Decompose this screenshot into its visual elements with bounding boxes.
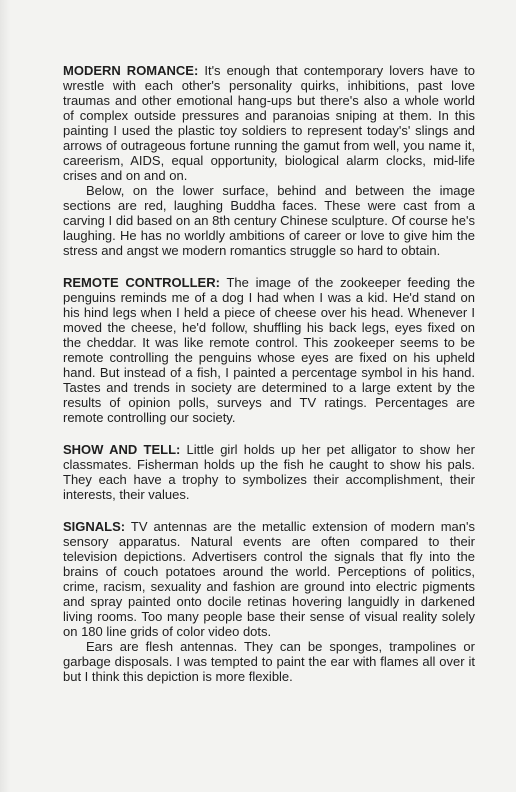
section-heading: MODERN ROMANCE:	[63, 63, 199, 78]
document-body	[63, 63, 475, 701]
section-text: TV antennas are the metallic extension of modern man's sensory apparatus. Natural events are often compared to their television depictions. Advertisers control the signals that fly into the brains of couch potatoes around the world. Perceptions of politics, crime, racism, sexuality and fashion are ground into electric pigments and spray painted onto docile retinas hovering languidly in darkened living rooms. Too many people base their sense of visual reality solely on 180 line grids of color video dots.	[63, 519, 475, 639]
section-heading: REMOTE CONTROLLER:	[63, 275, 220, 290]
section-paragraph	[63, 519, 475, 639]
section-paragraph: Below, on the lower surface, behind and between the image sections are red, laughing Buddha faces. These were cast from a carving I did based on an 8th century Chinese sculpture. Of course he's laughing. He has no worldly ambitions of career or love to give him the stress and angst we modern romantics struggle so hard to obtain.	[63, 183, 475, 258]
section-text: Little girl holds up her pet alligator to show her classmates. Fisherman holds up the fish he caught to show his pals. They each have a trophy to symbolizes their accomplishment, their interests, their values.	[63, 442, 475, 502]
section-show-and-tell	[63, 442, 475, 502]
section-modern-romance	[63, 63, 475, 258]
section-text: It's enough that contemporary lovers have to wrestle with each other's personality quirks, inhibitions, past love traumas and other emotional hang-ups but there's also a whole world of complex outside pressures and paranoias sniping at them. In this painting I used the plastic toy soldiers to represent today's' slings and arrows of outrageous fortune running the gamut from well, you name it, careerism, AIDS, equal opportunity, biological alarm clocks, mid-life crises and on and on.	[63, 63, 475, 183]
section-paragraph	[63, 63, 475, 183]
section-heading: SIGNALS:	[63, 519, 126, 534]
section-paragraph	[63, 442, 475, 502]
section-paragraph: Ears are flesh antennas. They can be sponges, trampolines or garbage disposals. I was tempted to paint the ear with flames all over it but I think this depiction is more flexible.	[63, 639, 475, 684]
page-edge	[0, 0, 10, 792]
section-paragraph	[63, 275, 475, 425]
section-heading: SHOW AND TELL:	[63, 442, 181, 457]
section-signals	[63, 519, 475, 684]
section-remote-controller	[63, 275, 475, 425]
section-text: The image of the zookeeper feeding the penguins reminds me of a dog I had when I was a kid. He'd stand on his hind legs when I held a piece of cheese over his head. Whenever I moved the cheese, he'd follow, shuffling his back legs, eyes fixed on the cheddar. It was like remote control. This zookeeper seems to be remote controlling the penguins whose eyes are fixed on his upheld hand. But instead of a fish, I painted a percentage symbol in his hand. Tastes and trends in society are determined to a large extent by the results of opinion polls, surveys and TV ratings. Percentages are remote controlling our society.	[63, 275, 475, 425]
